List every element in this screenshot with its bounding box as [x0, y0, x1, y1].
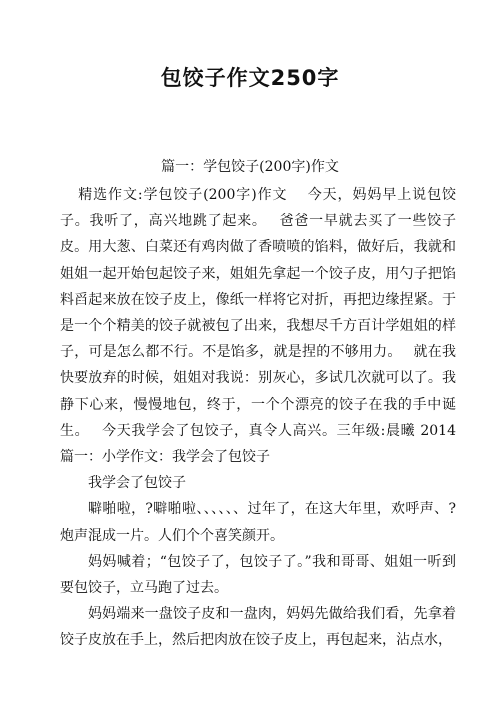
body-paragraph: 噼啪啦，?噼啪啦、、、、、、过年了，在这大年里，欢呼声、?炮声混成一片。人们个个喜笑颜开。	[60, 501, 456, 544]
body-paragraph: 妈妈喊着；“包饺子了，包饺子了。”我和哥哥、姐姐一听到要包饺子，立马跑了过去。	[60, 553, 456, 597]
document-body	[60, 182, 470, 654]
section-heading: 篇一：学包饺子(200字)作文	[161, 159, 339, 175]
body-paragraph: 精选作文:学包饺子(200字)作文 今天，妈妈早上说包饺子。我听了，高兴地跳了起来。 爸爸一早就去买了一些饺子皮。用大葱、白菜还有鸡肉做了香喷喷的馅料，做好后，我就和姐姐一起开始包起饺子来，姐姐先拿起一个饺子皮，用勺子把馅料舀起来放在饺子皮上，像纸一样将它对折，再把边缘捏紧。于是一个个精美的饺子就被包了出来，我想尽千方百计学姐姐的样子，可是怎么都不行。不是馅多，就是捏的不够用力。 就在我快要放弃的时候，姐姐对我说：别灰心，多试几次就可以了。我静下心来，慢慢地包，终于，一个个漂亮的饺子在我的手中诞生。 今天我学会了包饺子，真令人高兴。三年级:晨曦 2014 篇一：小学作文：我学会了包饺子	[60, 187, 470, 466]
body-paragraph: 妈妈端来一盘饺子皮和一盘肉，妈妈先做给我们看，先拿着饺子皮放在手上，然后把肉放在饺子皮上，再包起来，沾点水，	[60, 606, 456, 649]
body-paragraph: 我学会了包饺子	[88, 475, 186, 492]
document-title: 包饺子作文250字	[160, 66, 340, 90]
